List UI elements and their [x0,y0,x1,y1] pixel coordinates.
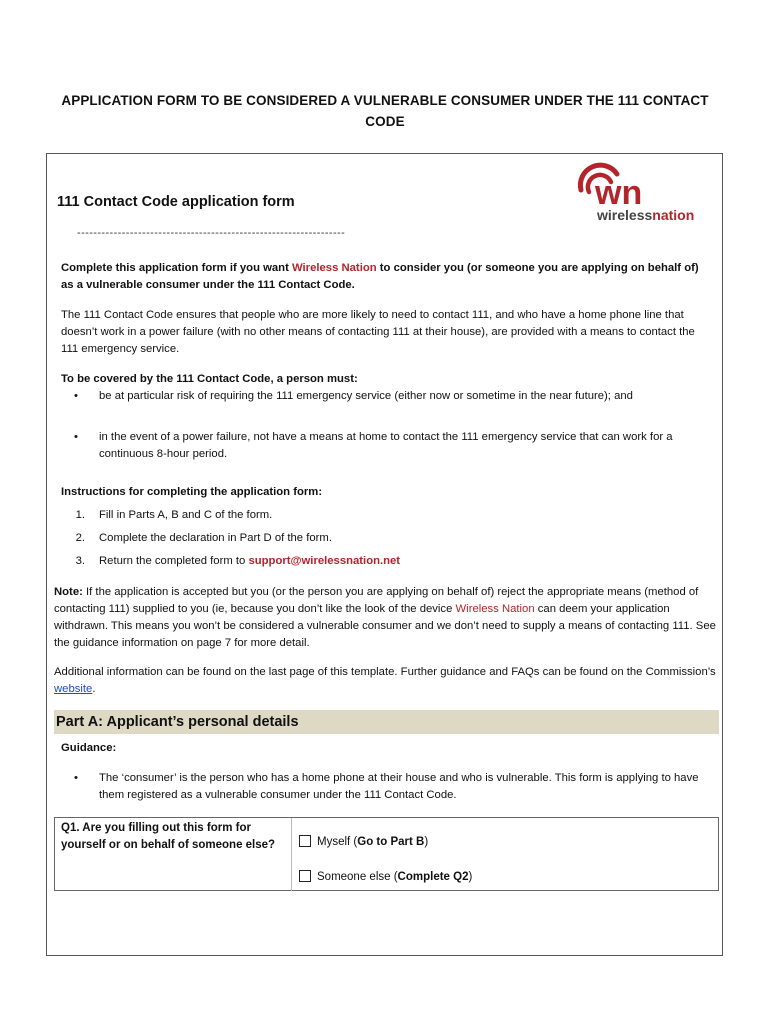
list-item: 1. Fill in Parts A, B and C of the form. [75,509,273,521]
brand-name: Wireless Nation [455,603,535,615]
form-title: 111 Contact Code application form [57,194,295,210]
document-title: APPLICATION FORM TO BE CONSIDERED A VULNERABLE CONSUMER UNDER THE 111 CONTACT CODE [61,93,709,129]
part-a-heading: Part A: Applicant’s personal details [54,710,719,734]
checkbox-someone-else[interactable] [299,870,311,882]
form-frame [46,153,723,956]
list-item: 2. Complete the declaration in Part D of the form. [75,532,332,544]
description-paragraph: The 111 Contact Code ensures that people who are more likely to need to contact 111, and who have a home phone line that doesn’t work in a power failure (with no other means of contacting 111 at their house), are provided with a means to contact the 111 emergency service. [61,309,695,355]
svg-text:wirelessnation: wirelessnation [597,207,695,223]
divider [291,818,292,891]
bullet-icon: • [74,431,78,443]
intro-paragraph: Complete this application form if you want Wireless Nation to consider you (or someone you are applying on behalf of) as a vulnerable consumer under the 111 Contact Code. [61,262,699,291]
bullet-icon: • [74,772,78,784]
brand-name: Wireless Nation [291,262,377,274]
q1-label: Q1. Are you filling out this form for yourself or on behalf of someone else? [61,822,276,851]
instructions-heading: Instructions for completing the application form: [61,486,323,498]
bullet-icon: • [74,390,78,402]
q1-question-box [54,817,719,891]
option-someone-else[interactable]: Someone else (Complete Q2) [299,869,472,886]
list-item: • The ‘consumer’ is the person who has a home phone at their house and who is vulnerable. This form is applying to have them registered as a vulnerable consumer under the 111 Contact Code. [61,770,711,804]
additional-info-paragraph: Additional information can be found on the last page of this template. Further guidance and FAQs can be found on the Commission’s website. [54,666,716,695]
list-item: 3. Return the completed form to support@wirelessnation.net [75,555,401,567]
commission-website-link[interactable]: website [54,683,93,695]
support-email-link[interactable]: support@wirelessnation.net [248,555,401,567]
covered-heading: To be covered by the 111 Contact Code, a person must: [61,373,358,385]
wireless-nation-logo [567,160,717,224]
checkbox-myself[interactable] [299,835,311,847]
guidance-label: Guidance: [61,742,117,754]
list-item: • be at particular risk of requiring the 111 emergency service (either now or sometime in the near future); and [61,388,711,405]
wifi-logo-icon [567,160,717,224]
list-item: • in the event of a power failure, not have a means at home to contact the 111 emergency service that can work for a continuous 8-hour period. [61,429,711,463]
option-myself[interactable]: Myself (Go to Part B) [299,834,428,851]
svg-text:wn: wn [595,174,643,212]
note-paragraph: Note: If the application is accepted but you (or the person you are applying on behalf of) reject the appropriate means (method of contacting 111) supplied to you (ie, because you don’t like the look of the device Wireless Nation can deem your application withdrawn. This means you won’t be considered a vulnerable consumer and we don’t need to supply a means of contacting 111. See the guidance information on page 7 for more detail. [54,586,716,649]
dashed-separator: ------------------------------------------------------------------ [77,227,346,239]
